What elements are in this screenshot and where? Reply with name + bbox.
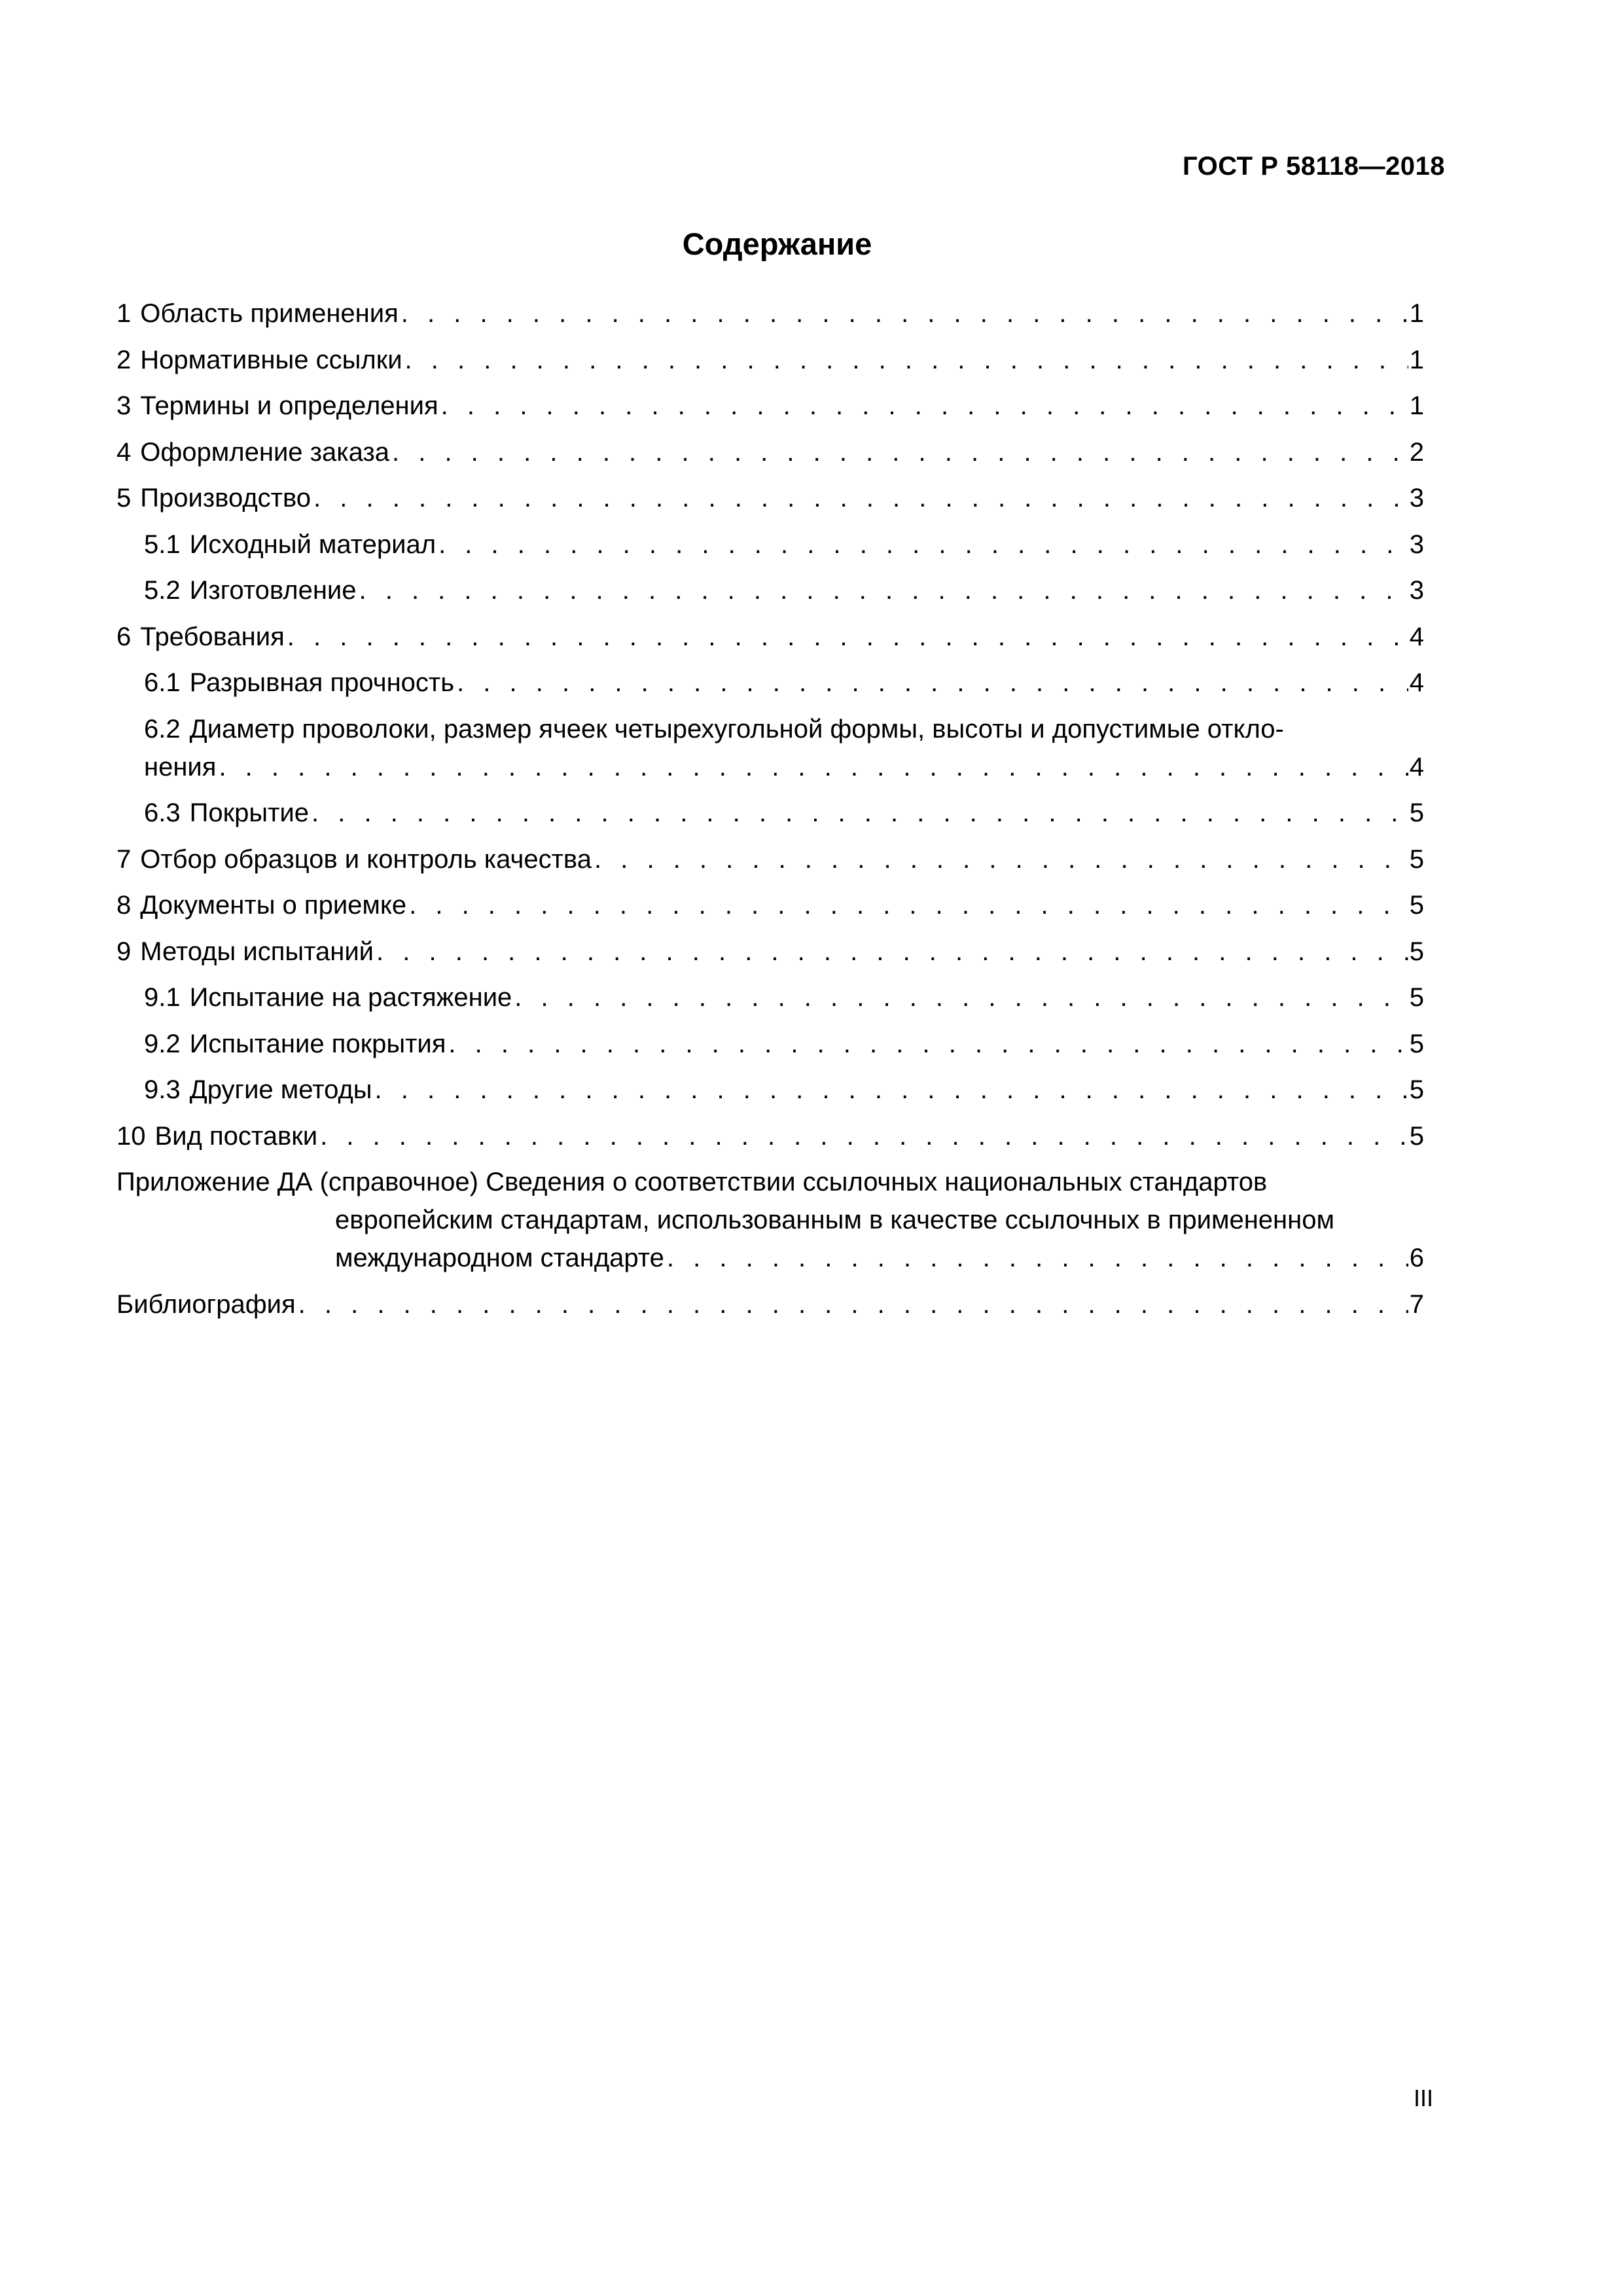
toc-entry-title: Испытание покрытия [189,1029,446,1058]
toc-entry-page: 6 [1409,1244,1424,1272]
toc-entry-9-2[interactable] [116,1025,1424,1063]
dot-leader [441,387,1408,425]
toc-entry-title: Область применения [140,299,399,328]
toc-entry-title: Исходный материал [189,529,437,559]
dot-leader [438,526,1408,564]
toc-entry-number: 5.2 [144,576,181,605]
toc-entry-title: Покрытие [189,798,310,827]
dot-leader [409,886,1408,924]
dot-leader [667,1239,1408,1277]
toc-title: Содержание [682,226,872,261]
toc-entry-page: 2 [1409,437,1424,467]
toc-entry-title: Другие методы [189,1075,372,1104]
toc-entry-number: 6.2 [144,714,181,744]
toc-entry-page: 1 [1409,391,1424,420]
appendix-title-line3: международном стандарте [335,1239,667,1277]
toc-entry-title: Методы испытаний [140,937,374,966]
dot-leader [376,933,1408,971]
toc-entry-number: 10 [116,1121,146,1151]
toc-entry-title: Разрывная прочность [189,668,455,697]
toc-entry-number: 6.3 [144,798,181,827]
dot-leader [298,1285,1408,1323]
toc-entry-title: Изготовление [189,576,357,605]
dot-leader [401,295,1408,332]
toc-entry-title: Испытание на растяжение [189,983,512,1012]
toc-entry-page: 5 [1409,844,1424,874]
toc-entry-title: Производство [140,484,312,512]
toc-entry-4[interactable] [116,433,1424,471]
toc-entry-6[interactable] [116,618,1424,656]
toc-entry-9-3[interactable] [116,1071,1424,1109]
toc-entry-5[interactable] [116,479,1424,517]
toc-entry-number: 9.1 [144,983,181,1012]
toc-entry-page: 1 [1409,345,1424,374]
appendix-title-line2: европейским стандартам, использованным в качестве ссылочных в примененном [335,1206,1334,1234]
toc-entry-6-3[interactable] [116,794,1424,832]
toc-entry-number: 9 [116,937,132,966]
toc-entry-page: 4 [1409,752,1424,781]
toc-entry-7[interactable] [116,840,1424,878]
page-number: III [1413,2085,1433,2111]
toc-entry-1[interactable] [116,295,1424,332]
toc-entry-title: Отбор образцов и контроль качества [140,844,592,874]
toc-entry-title: Оформление заказа [140,437,389,467]
toc-entry-number: 1 [116,299,132,328]
dot-leader [392,433,1408,471]
toc-entry-5-2[interactable] [116,571,1424,609]
toc-entry-5-1[interactable] [116,526,1424,564]
dot-leader [313,479,1408,517]
toc-entry-number: 8 [116,891,132,920]
toc-entry-page: 7 [1409,1289,1424,1319]
toc-entry-page: 5 [1409,1075,1424,1104]
dot-leader [457,664,1408,702]
toc-entry-number: 5 [116,484,132,512]
toc-entry-page: 3 [1409,484,1424,512]
toc-entry-page: 5 [1409,1029,1424,1058]
toc-entry-title: Требования [140,622,285,651]
toc-entry-page: 5 [1409,937,1424,966]
toc-entry-page: 5 [1409,798,1424,827]
dot-leader [320,1117,1408,1155]
toc-entry-10[interactable] [116,1117,1424,1155]
toc-entry-2[interactable] [116,341,1424,379]
toc-entry-page: 4 [1409,622,1424,651]
toc-entry-page: 3 [1409,576,1424,605]
table-of-contents [116,295,1424,1331]
toc-entry-6-2[interactable] [116,710,1424,786]
toc-entry-number: 9.2 [144,1029,181,1058]
toc-entry-number: 5.1 [144,529,181,559]
document-code: ГОСТ Р 58118—2018 [1183,152,1445,181]
toc-entry-9-1[interactable] [116,978,1424,1016]
toc-entry-title: Термины и определения [140,391,438,420]
toc-entry-3[interactable] [116,387,1424,425]
toc-entry-appendix-da[interactable] [116,1163,1424,1277]
dot-leader [287,618,1408,656]
toc-entry-page: 5 [1409,983,1424,1012]
toc-entry-9[interactable] [116,933,1424,971]
toc-entry-page: 3 [1409,529,1424,559]
toc-entry-title: Нормативные ссылки [140,345,402,374]
dot-leader [514,978,1408,1016]
toc-entry-number: 7 [116,844,132,874]
toc-entry-number: 6.1 [144,668,181,697]
dot-leader [359,571,1408,609]
toc-entry-8[interactable] [116,886,1424,924]
toc-entry-title-line1: Диаметр проволоки, размер ячеек четырехугольной формы, высоты и допустимые откло- [189,714,1284,744]
toc-entry-6-1[interactable] [116,664,1424,702]
toc-entry-page: 4 [1409,668,1424,697]
toc-entry-number: 4 [116,437,132,467]
toc-entry-number: 2 [116,345,132,374]
toc-entry-number: 9.3 [144,1075,181,1104]
toc-entry-title-line2: нения [144,748,219,786]
toc-entry-page: 5 [1409,1121,1424,1151]
dot-leader [594,840,1408,878]
appendix-title-line1: Приложение ДА (справочное) Сведения о соответствии ссылочных национальных стандартов [116,1168,1268,1196]
toc-entry-bibliography[interactable] [116,1285,1424,1323]
dot-leader [448,1025,1408,1063]
toc-entry-number: 3 [116,391,132,420]
toc-entry-page: 1 [1409,299,1424,328]
toc-entry-page: 5 [1409,891,1424,920]
toc-entry-title: Библиография [116,1285,298,1323]
dot-leader [219,748,1408,786]
toc-entry-title: Вид поставки [154,1121,318,1151]
dot-leader [312,794,1408,832]
toc-entry-title: Документы о приемке [140,891,407,920]
dot-leader [405,341,1408,379]
dot-leader [375,1071,1408,1109]
toc-entry-number: 6 [116,622,132,651]
